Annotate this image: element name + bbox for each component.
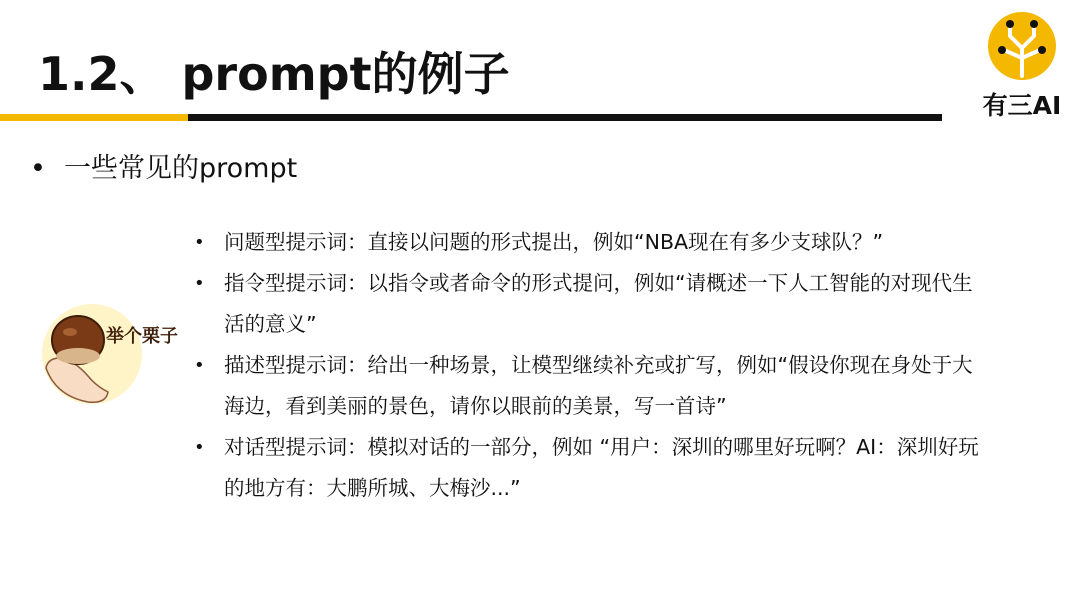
- brand-logo: [980, 10, 1064, 120]
- circuit-logo-icon: [980, 10, 1064, 90]
- bullet-icon: •: [194, 232, 205, 253]
- list-item: [190, 263, 990, 345]
- list-item: [190, 222, 990, 263]
- logo-text: 有三AI: [982, 91, 1062, 120]
- chestnut-sticker-icon: [26, 296, 178, 408]
- list-item: [190, 427, 990, 509]
- bullet-text: 指令型提示词：以指令或者命令的形式提问，例如“请概述一下人工智能的对现代生活的意义”: [224, 271, 973, 336]
- list-item: [190, 345, 990, 427]
- prompt-examples-list: [190, 222, 990, 509]
- bullet-text: 问题型提示词：直接以问题的形式提出，例如“NBA现在有多少支球队？”: [224, 230, 884, 254]
- title-divider-accent: [0, 114, 188, 121]
- slide-title: 1.2、 prompt的例子: [38, 47, 510, 101]
- bullet-icon: •: [30, 153, 46, 184]
- bullet-icon: •: [194, 273, 205, 294]
- section-label: 一些常见的prompt: [64, 153, 298, 184]
- title-divider: [0, 114, 942, 121]
- section-bullet: [30, 146, 297, 185]
- bullet-text: 对话型提示词：模拟对话的一部分，例如 “用户：深圳的哪里好玩啊？AI：深圳好玩的地方有：大鹏所城、大梅沙...”: [224, 435, 979, 500]
- bullet-text: 描述型提示词：给出一种场景，让模型继续补充或扩写，例如“假设你现在身处于大海边，看到美丽的景色，请你以眼前的美景，写一首诗”: [224, 353, 973, 418]
- bullet-icon: •: [194, 437, 205, 458]
- sticker-text-1: 举个栗子: [106, 326, 178, 347]
- mascot-illustration: [26, 296, 178, 408]
- bullet-icon: •: [194, 355, 205, 376]
